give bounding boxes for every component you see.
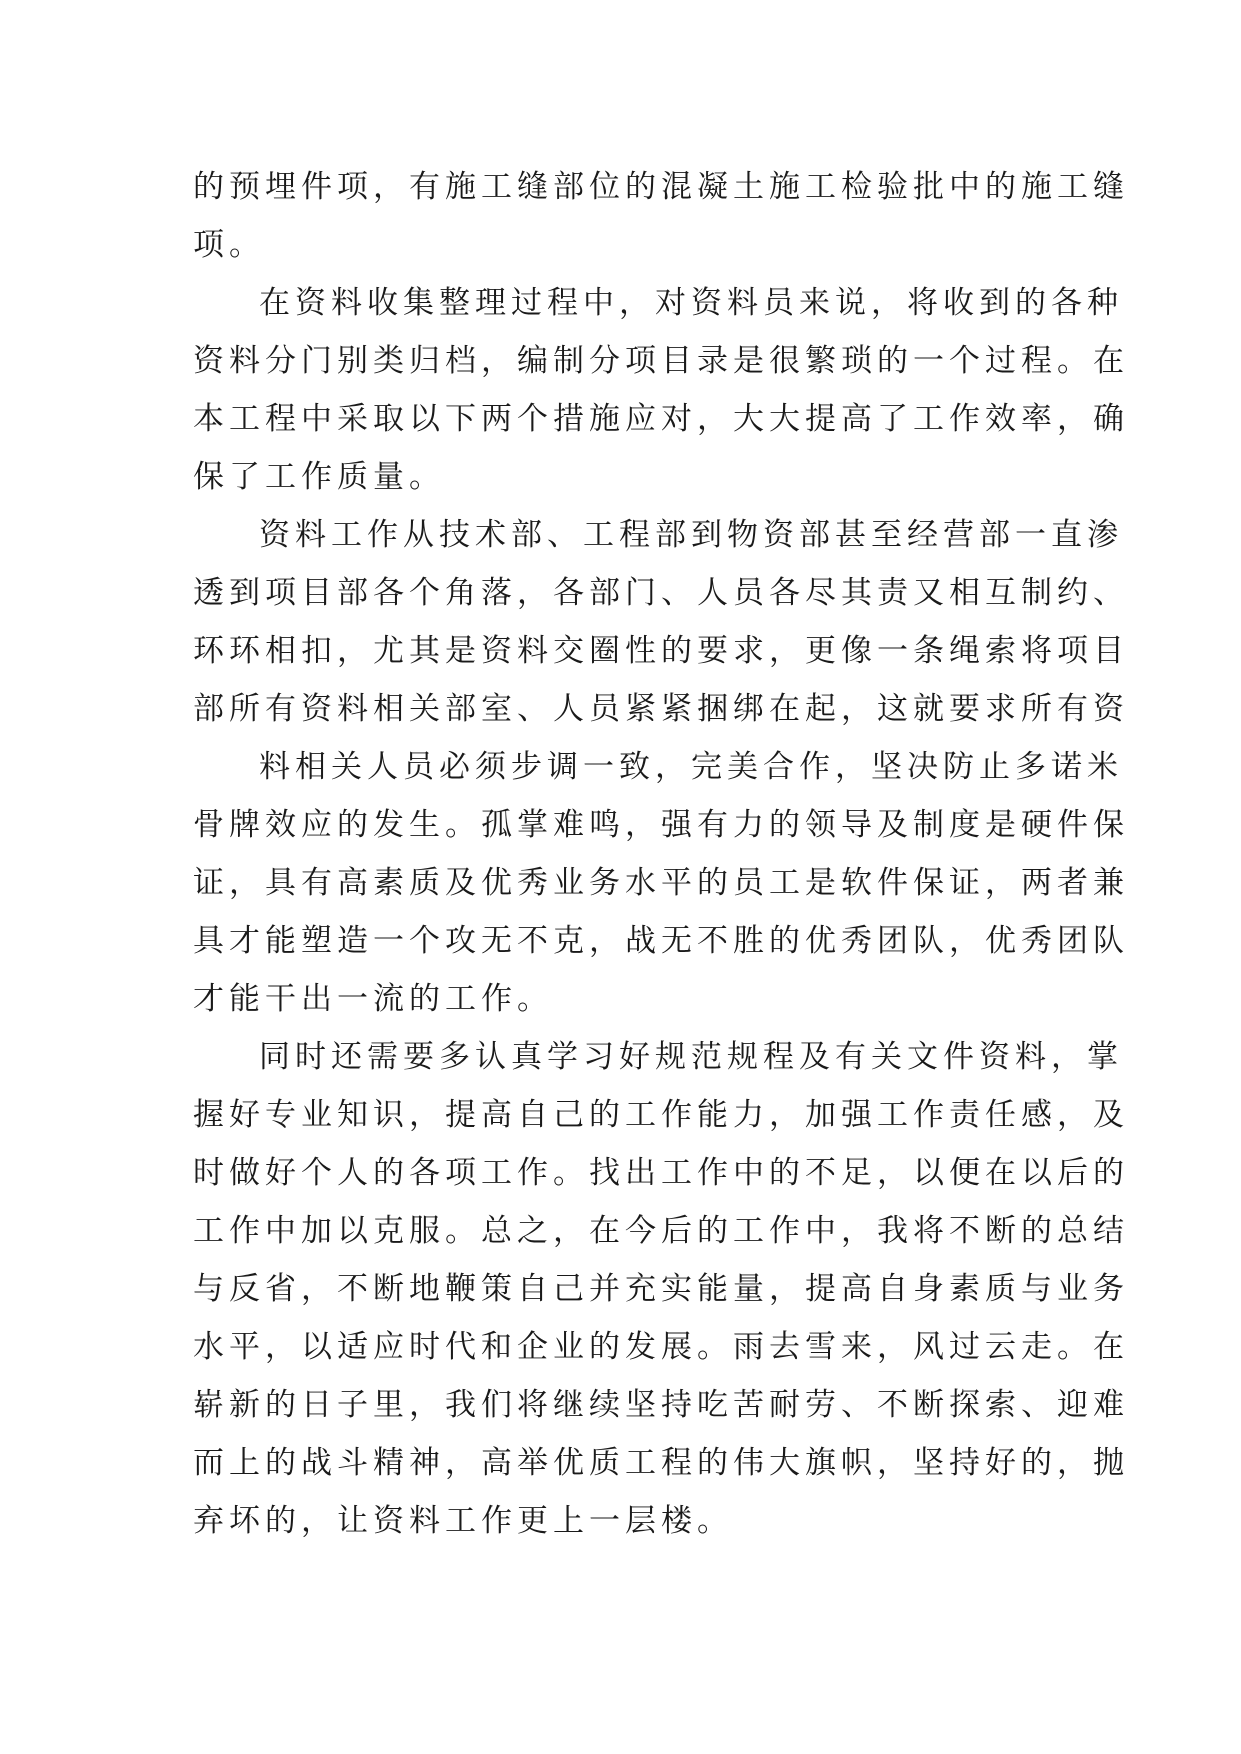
text-line: 资料工作从技术部、工程部到物资部甚至经营部一直渗 xyxy=(259,517,1123,553)
text-line: 水平，以适应时代和企业的发展。雨去雪来，风过云走。在 xyxy=(193,1329,1129,1365)
text-line: 而上的战斗精神，高举优质工程的伟大旗帜，坚持好的，抛 xyxy=(193,1445,1129,1481)
text-line: 骨牌效应的发生。孤掌难鸣，强有力的领导及制度是硬件保 xyxy=(193,807,1129,843)
text-line: 料相关人员必须步调一致，完美合作，坚决防止多诺米 xyxy=(259,749,1123,785)
text-line: 资料分门别类归档，编制分项目录是很繁琐的一个过程。在 xyxy=(193,343,1129,379)
text-line: 本工程中采取以下两个措施应对，大大提高了工作效率，确 xyxy=(193,401,1129,437)
text-line: 崭新的日子里，我们将继续坚持吃苦耐劳、不断探索、迎难 xyxy=(193,1387,1129,1423)
text-line: 保了工作质量。 xyxy=(193,459,445,495)
text-line: 具才能塑造一个攻无不克，战无不胜的优秀团队，优秀团队 xyxy=(193,923,1129,959)
text-line: 时做好个人的各项工作。找出工作中的不足，以便在以后的 xyxy=(193,1155,1129,1191)
body-text xyxy=(193,158,1129,1550)
text-line: 在资料收集整理过程中，对资料员来说，将收到的各种 xyxy=(259,285,1123,321)
text-line: 部所有资料相关部室、人员紧紧捆绑在起，这就要求所有资 xyxy=(193,691,1129,727)
text-line: 与反省，不断地鞭策自己并充实能量，提高自身素质与业务 xyxy=(193,1271,1129,1307)
text-line: 环环相扣，尤其是资料交圈性的要求，更像一条绳索将项目 xyxy=(193,633,1129,669)
text-line: 项。 xyxy=(193,227,265,263)
text-line: 才能干出一流的工作。 xyxy=(193,981,553,1017)
text-line: 弃坏的，让资料工作更上一层楼。 xyxy=(193,1503,733,1539)
text-line: 的预埋件项，有施工缝部位的混凝土施工检验批中的施工缝 xyxy=(193,169,1129,205)
text-line: 同时还需要多认真学习好规范规程及有关文件资料，掌 xyxy=(259,1039,1123,1075)
text-line: 握好专业知识，提高自己的工作能力，加强工作责任感，及 xyxy=(193,1097,1129,1133)
text-line: 证，具有高素质及优秀业务水平的员工是软件保证，两者兼 xyxy=(193,865,1129,901)
text-line: 工作中加以克服。总之，在今后的工作中，我将不断的总结 xyxy=(193,1213,1129,1249)
text-line: 透到项目部各个角落，各部门、人员各尽其责又相互制约、 xyxy=(193,575,1129,611)
